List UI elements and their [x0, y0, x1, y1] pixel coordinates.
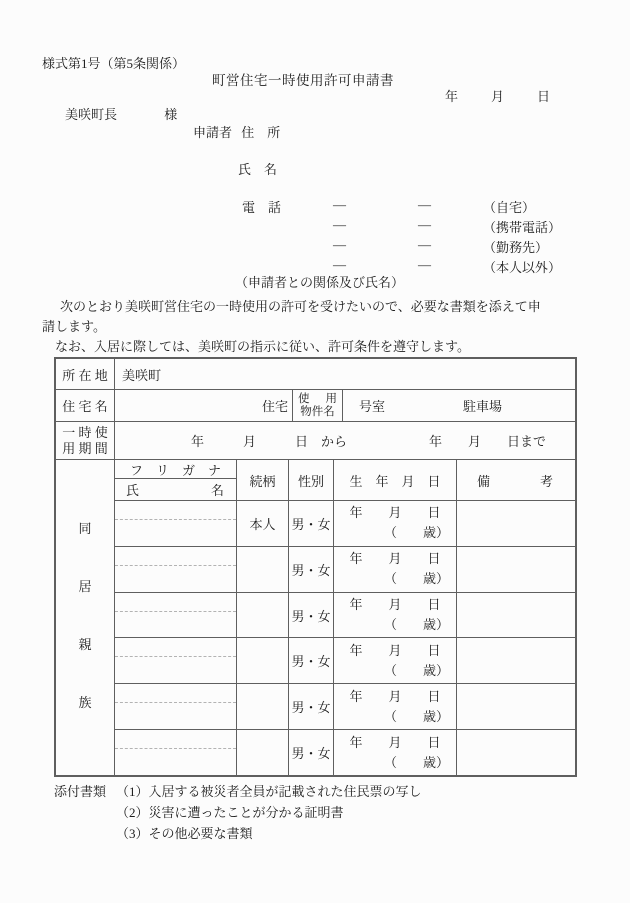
- member-furigana-field: [115, 730, 236, 749]
- member-birthdate-cell: 年 月 日 （ 歳）: [333, 684, 456, 729]
- phone-row-home: [0, 197, 630, 217]
- attachment-item: （3）その他必要な書類: [116, 826, 253, 841]
- member-name-cell: [115, 501, 236, 546]
- phone-type-other: （本人以外）: [483, 260, 562, 275]
- member-row: [115, 592, 575, 638]
- name-header: 氏 名: [126, 483, 224, 498]
- members-table: [114, 460, 575, 775]
- member-relation-cell: [236, 730, 288, 775]
- member-remarks-cell: [456, 730, 575, 775]
- member-relation-cell: [236, 547, 288, 592]
- housing-name-row: [56, 389, 575, 421]
- phone-type-home: （自宅）: [483, 200, 536, 215]
- member-gender-cell: 男・女: [288, 730, 333, 775]
- gender-column-header: 性別: [288, 460, 333, 500]
- member-name-field: [115, 703, 236, 729]
- body-paragraph-line2: 請します。: [42, 319, 106, 334]
- member-name-cell: [115, 638, 236, 683]
- page-title: 町営住宅一時使用許可申請書: [212, 73, 394, 88]
- addressee: 美咲町長: [65, 107, 118, 122]
- member-remarks-cell: [456, 684, 575, 729]
- room-label: 号室: [359, 399, 386, 414]
- member-gender-cell: 男・女: [288, 593, 333, 638]
- parking-label: 駐車場: [463, 399, 503, 414]
- phone-dash: ―: [418, 257, 431, 272]
- member-gender-cell: 男・女: [288, 638, 333, 683]
- member-birthdate-cell: 年 月 日 （ 歳）: [333, 593, 456, 638]
- member-name-field: [115, 566, 236, 592]
- relation-column-header: 続柄: [236, 460, 288, 500]
- phone-dash: ―: [418, 197, 431, 212]
- member-furigana-field: [115, 638, 236, 657]
- member-name-field: [115, 520, 236, 546]
- member-relation-cell: [236, 684, 288, 729]
- location-value: 美咲町: [114, 359, 575, 389]
- member-name-field: [115, 612, 236, 638]
- member-name-field: [115, 657, 236, 683]
- member-name-cell: [115, 730, 236, 775]
- member-gender-cell: 男・女: [288, 684, 333, 729]
- member-remarks-cell: [456, 547, 575, 592]
- name-column-header: [115, 460, 236, 500]
- phone-dash: ―: [333, 197, 346, 212]
- location-row: [56, 359, 575, 389]
- phone-dash: ―: [333, 217, 346, 232]
- application-table: [54, 357, 577, 777]
- member-name-field: [115, 749, 236, 775]
- household-label-column: 同 居 親 族: [78, 521, 92, 710]
- member-row: [115, 500, 575, 546]
- member-remarks-cell: [456, 638, 575, 683]
- body-paragraph-line3: なお、入居に際しては、美咲町の指示に従い、許可条件を遵守します。: [55, 339, 470, 354]
- member-furigana-field: [115, 593, 236, 612]
- phone-dash: ―: [333, 237, 346, 252]
- member-birthdate-cell: 年 月 日 （ 歳）: [333, 501, 456, 546]
- location-label: 所 在 地: [62, 367, 108, 383]
- member-birthdate-cell: 年 月 日 （ 歳）: [333, 730, 456, 775]
- date-month-label: 月: [491, 89, 505, 104]
- date-day-label: 日: [537, 89, 551, 104]
- member-remarks-cell: [456, 501, 575, 546]
- date-year-label: 年: [445, 89, 459, 104]
- relation-note: （申請者との関係及び氏名）: [235, 275, 405, 290]
- applicant-line: [193, 122, 280, 141]
- housing-name-label: 住 宅 名: [62, 399, 108, 414]
- date-line: [445, 86, 550, 105]
- members-header-row: [115, 460, 575, 500]
- member-row: [115, 546, 575, 592]
- honorific: 様: [164, 107, 178, 122]
- attachments-label: 添付書類: [54, 784, 107, 799]
- member-name-cell: [115, 684, 236, 729]
- phone-type-work: （勤務先）: [483, 240, 549, 255]
- member-furigana-field: [115, 684, 236, 703]
- address-label: 住 所: [241, 125, 281, 140]
- phone-dash: ―: [333, 257, 346, 272]
- member-name-cell: [115, 593, 236, 638]
- member-birthdate-cell: 年 月 日 （ 歳）: [333, 547, 456, 592]
- body-paragraph-line1: 次のとおり美咲町営住宅の一時使用の許可を受けたいので、必要な書類を添えて申: [60, 299, 541, 314]
- member-remarks-cell: [456, 593, 575, 638]
- name-label: 氏 名: [238, 162, 278, 177]
- period-label: 一 時 使 用 期 間: [62, 424, 108, 456]
- member-row: [115, 683, 575, 729]
- member-relation-cell: [236, 638, 288, 683]
- member-birthdate-cell: 年 月 日 （ 歳）: [333, 638, 456, 683]
- form-number: 様式第1号（第5条関係）: [42, 56, 186, 71]
- member-gender-cell: 男・女: [288, 501, 333, 546]
- remarks-column-header: 備 考: [456, 460, 575, 500]
- member-gender-cell: 男・女: [288, 547, 333, 592]
- period-field: [114, 422, 575, 459]
- furigana-header: フ リ ガ ナ: [115, 460, 236, 479]
- applicant-label: 申請者: [193, 125, 233, 140]
- member-relation-cell: [236, 593, 288, 638]
- phone-type-mobile: （携帯電話）: [483, 220, 562, 235]
- phone-dash: ―: [418, 217, 431, 232]
- period-from: 年 月 日 から: [191, 434, 348, 449]
- phone-label: 電 話: [242, 200, 282, 215]
- phone-row-mobile: [0, 217, 630, 237]
- attachment-item: （1）入居する被災者全員が記載された住民票の写し: [116, 784, 422, 799]
- member-name-cell: [115, 547, 236, 592]
- housing-suffix: 住宅: [261, 399, 288, 414]
- room-parking-field: [342, 390, 575, 421]
- phone-row-work: [0, 237, 630, 257]
- period-to: 年 月 日まで: [428, 434, 546, 449]
- period-row: [56, 421, 575, 459]
- housing-name-field: [114, 390, 292, 421]
- member-furigana-field: [115, 547, 236, 566]
- member-furigana-field: [115, 501, 236, 520]
- household-members-section: [56, 459, 575, 775]
- member-row: [115, 637, 575, 683]
- use-property-label: 使 用 物件名: [292, 390, 342, 421]
- phone-dash: ―: [418, 237, 431, 252]
- addressee-line: [65, 104, 177, 123]
- attachment-item: （2）災害に遭ったことが分かる証明書: [116, 805, 344, 820]
- member-row: [115, 729, 575, 775]
- birthdate-column-header: 生 年 月 日: [333, 460, 456, 500]
- member-relation-cell: 本人: [236, 501, 288, 546]
